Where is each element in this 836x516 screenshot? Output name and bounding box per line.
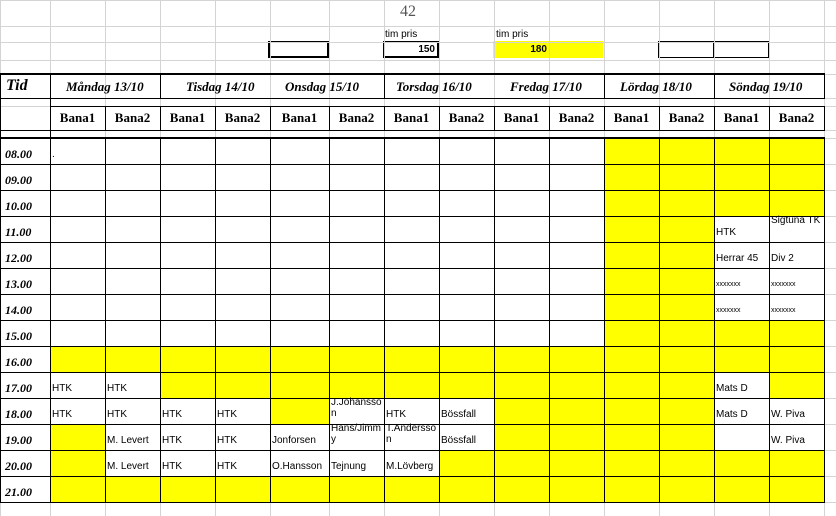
schedule-entry[interactable]: HTK (162, 409, 182, 420)
court-header: Bana2 (448, 110, 485, 125)
highlight-cell[interactable] (494, 398, 549, 424)
highlight-cell[interactable] (604, 450, 659, 476)
schedule-entry[interactable]: HTK (716, 227, 736, 238)
schedule-entry[interactable]: HTK (217, 409, 237, 420)
highlight-cell[interactable] (329, 346, 384, 372)
highlight-cell[interactable] (160, 476, 215, 502)
time-label: 14.00 (5, 303, 32, 317)
highlight-cell[interactable] (549, 346, 604, 372)
highlight-cell[interactable] (769, 190, 824, 216)
highlight-cell[interactable] (659, 138, 714, 164)
border-line (604, 137, 605, 502)
border-line (215, 137, 216, 502)
price-label-2: tim pris (496, 29, 529, 40)
day-header-1: Måndag 13/10 (66, 79, 144, 94)
schedule-entry[interactable]: xxxxxxx (771, 281, 796, 288)
day-header-3: Onsdag 15/10 (285, 79, 360, 94)
time-label: 15.00 (5, 329, 32, 343)
border-line (329, 137, 330, 502)
price-value-2: 180 (530, 44, 547, 55)
border-line (824, 137, 825, 502)
tid-label: Tid (6, 77, 28, 94)
price-value-1: 150 (418, 44, 435, 55)
day-header-5: Fredag 17/10 (510, 79, 582, 94)
highlight-cell[interactable] (659, 346, 714, 372)
schedule-entry[interactable]: Sigtuna TK (771, 215, 821, 226)
border-line (0, 268, 825, 269)
time-label: 18.00 (5, 407, 32, 421)
border-line (824, 106, 825, 130)
court-header: Bana2 (558, 110, 595, 125)
highlight-cell[interactable] (270, 476, 329, 502)
highlight-cell[interactable] (270, 372, 329, 398)
border-line (0, 98, 825, 99)
court-header: Bana2 (778, 110, 815, 125)
highlight-cell[interactable] (105, 476, 160, 502)
schedule-entry[interactable]: xxxxxxx (716, 281, 741, 288)
border-line (0, 294, 825, 295)
highlight-cell[interactable] (384, 346, 439, 372)
highlight-cell[interactable] (769, 372, 824, 398)
highlight-cell[interactable] (549, 450, 604, 476)
border-line (549, 137, 550, 502)
border-line (50, 137, 51, 502)
highlight-cell[interactable] (215, 476, 270, 502)
highlight-cell[interactable] (439, 450, 494, 476)
schedule-entry[interactable]: . (52, 149, 55, 160)
border-line (0, 190, 825, 191)
schedule-entry[interactable]: HTK (217, 461, 237, 472)
highlight-cell[interactable] (714, 320, 769, 346)
border-line (824, 73, 825, 98)
highlight-cell[interactable] (215, 372, 270, 398)
page-number: 42 (400, 3, 416, 20)
schedule-entry[interactable]: O.Hansson (272, 461, 323, 472)
schedule-entry[interactable]: Tejnung (331, 461, 367, 472)
court-header: Bana1 (281, 110, 318, 125)
highlight-cell[interactable] (384, 372, 439, 398)
time-label: 13.00 (5, 277, 32, 291)
highlight-cell[interactable] (714, 164, 769, 190)
court-header: Bana2 (338, 110, 375, 125)
schedule-entry[interactable]: Bössfall (441, 409, 477, 420)
highlight-cell[interactable] (769, 164, 824, 190)
schedule-entry[interactable]: Herrar 45 (716, 253, 759, 264)
highlight-cell[interactable] (659, 398, 714, 424)
schedule-entry[interactable]: HTK (107, 409, 127, 420)
highlight-cell[interactable] (439, 346, 494, 372)
schedule-entry[interactable]: HTK (386, 409, 406, 420)
gridline-h (0, 60, 836, 61)
border-line (0, 242, 825, 243)
court-header: Bana2 (224, 110, 261, 125)
highlight-cell[interactable] (769, 320, 824, 346)
schedule-entry[interactable]: W. Piva (771, 435, 805, 446)
highlight-cell[interactable] (494, 476, 549, 502)
highlight-cell[interactable] (604, 372, 659, 398)
highlight-cell[interactable] (549, 424, 604, 450)
schedule-entry[interactable]: HTK (52, 409, 72, 420)
border-line (0, 450, 825, 451)
time-label: 09.00 (5, 173, 32, 187)
highlight-cell[interactable] (659, 372, 714, 398)
border-line (714, 137, 715, 502)
border-line (0, 73, 1, 502)
court-header: Bana1 (613, 110, 650, 125)
highlight-cell[interactable] (769, 450, 824, 476)
schedule-entry[interactable]: T.Andersson (386, 423, 437, 445)
time-label: 19.00 (5, 433, 32, 447)
border-line (160, 73, 161, 98)
court-header: Bana1 (723, 110, 760, 125)
empty-box-1[interactable] (268, 41, 329, 58)
border-line (0, 502, 825, 503)
day-header-6: Lördag 18/10 (620, 79, 692, 94)
schedule-entry[interactable]: Mats D (716, 409, 748, 420)
highlight-cell[interactable] (549, 372, 604, 398)
day-header-7: Söndag 19/10 (729, 79, 803, 94)
highlight-cell[interactable] (714, 138, 769, 164)
price-label-1: tim pris (385, 29, 418, 40)
highlight-cell[interactable] (659, 164, 714, 190)
highlight-cell[interactable] (439, 476, 494, 502)
highlight-cell[interactable] (604, 424, 659, 450)
highlight-cell[interactable] (105, 346, 160, 372)
highlight-cell[interactable] (494, 450, 549, 476)
highlight-cell[interactable] (270, 346, 329, 372)
border-line (105, 137, 106, 502)
border-line (0, 130, 825, 131)
gridline-h (0, 0, 836, 1)
border-line (0, 73, 825, 75)
border-line (0, 138, 825, 139)
highlight-cell[interactable] (50, 346, 105, 372)
highlight-cell[interactable] (494, 346, 549, 372)
border-line (0, 346, 825, 347)
highlight-cell[interactable] (659, 190, 714, 216)
time-label: 21.00 (5, 485, 32, 499)
schedule-entry[interactable]: HTK (107, 383, 127, 394)
highlight-cell[interactable] (215, 346, 270, 372)
highlight-cell[interactable] (714, 190, 769, 216)
highlight-cell[interactable] (549, 398, 604, 424)
highlight-cell[interactable] (604, 294, 659, 320)
border-line (50, 106, 825, 107)
border-line (0, 476, 825, 477)
highlight-cell[interactable] (604, 190, 659, 216)
highlight-cell[interactable] (50, 450, 105, 476)
time-label: 17.00 (5, 381, 32, 395)
border-line (439, 137, 440, 502)
border-line (0, 164, 825, 165)
border-line (384, 73, 385, 98)
border-line (604, 73, 605, 98)
day-header-4: Torsdag 16/10 (396, 79, 472, 94)
court-header: Bana1 (169, 110, 206, 125)
gridline-h (0, 42, 836, 43)
highlight-cell[interactable] (270, 398, 329, 424)
day-header-2: Tisdag 14/10 (186, 79, 255, 94)
highlight-cell[interactable] (604, 476, 659, 502)
highlight-cell[interactable] (329, 372, 384, 398)
highlight-cell[interactable] (604, 138, 659, 164)
highlight-cell[interactable] (50, 476, 105, 502)
highlight-cell[interactable] (659, 450, 714, 476)
border-line (270, 137, 271, 502)
highlight-cell[interactable] (659, 476, 714, 502)
highlight-cell[interactable] (494, 424, 549, 450)
highlight-cell[interactable] (604, 398, 659, 424)
schedule-entry[interactable]: J.Johansson (331, 397, 382, 419)
schedule-entry[interactable]: Mats D (716, 383, 748, 394)
highlight-cell[interactable] (659, 242, 714, 268)
highlight-cell[interactable] (659, 294, 714, 320)
schedule-entry[interactable]: HTK (162, 435, 182, 446)
highlight-cell[interactable] (769, 476, 824, 502)
time-label: 08.00 (5, 147, 32, 161)
highlight-cell[interactable] (604, 320, 659, 346)
border-line (769, 137, 770, 502)
schedule-entry[interactable]: M.Lövberg (386, 461, 434, 472)
time-label: 16.00 (5, 355, 32, 369)
schedule-entry[interactable]: HTK (52, 383, 72, 394)
highlight-cell[interactable] (659, 268, 714, 294)
schedule-entry[interactable]: Hans/Jimmy (331, 423, 382, 445)
schedule-entry[interactable]: HTK (162, 461, 182, 472)
highlight-cell[interactable] (714, 346, 769, 372)
time-label: 12.00 (5, 251, 32, 265)
gridline-h (0, 26, 836, 27)
highlight-cell[interactable] (50, 424, 105, 450)
court-header: Bana1 (59, 110, 96, 125)
highlight-cell[interactable] (549, 476, 604, 502)
highlight-cell[interactable] (494, 372, 549, 398)
time-label: 10.00 (5, 199, 32, 213)
highlight-cell[interactable] (769, 346, 824, 372)
highlight-cell[interactable] (659, 320, 714, 346)
border-line (0, 320, 825, 321)
highlight-cell[interactable] (604, 164, 659, 190)
highlight-cell[interactable] (384, 476, 439, 502)
schedule-entry[interactable]: xxxxxxx (716, 307, 741, 314)
highlight-cell[interactable] (659, 216, 714, 242)
border-line (714, 73, 715, 98)
court-header: Bana1 (393, 110, 430, 125)
time-label: 11.00 (5, 225, 32, 239)
border-line (0, 216, 825, 217)
highlight-cell[interactable] (329, 476, 384, 502)
highlight-cell[interactable] (439, 372, 494, 398)
court-header: Bana2 (668, 110, 705, 125)
schedule-entry[interactable]: xxxxxxx (771, 307, 796, 314)
highlight-cell[interactable] (714, 450, 769, 476)
schedule-entry[interactable]: W. Piva (771, 409, 805, 420)
empty-box-2[interactable] (658, 41, 714, 58)
schedule-entry[interactable]: HTK (217, 435, 237, 446)
highlight-cell[interactable] (160, 346, 215, 372)
highlight-cell[interactable] (769, 138, 824, 164)
schedule-entry[interactable]: M. Levert (107, 435, 149, 446)
border-line (494, 137, 495, 502)
border-line (384, 137, 385, 502)
highlight-cell[interactable] (604, 216, 659, 242)
court-header: Bana2 (114, 110, 151, 125)
court-header: Bana1 (503, 110, 540, 125)
time-label: 20.00 (5, 459, 32, 473)
border-line (659, 137, 660, 502)
highlight-cell[interactable] (659, 424, 714, 450)
border-line (0, 372, 825, 373)
highlight-cell[interactable] (160, 372, 215, 398)
border-line (160, 137, 161, 502)
empty-box-3[interactable] (713, 41, 769, 58)
schedule-entry[interactable]: Jonforsen (272, 435, 316, 446)
highlight-cell[interactable] (604, 346, 659, 372)
schedule-entry[interactable]: M. Levert (107, 461, 149, 472)
highlight-cell[interactable] (604, 242, 659, 268)
highlight-cell[interactable] (714, 476, 769, 502)
schedule-entry[interactable]: Div 2 (771, 253, 794, 264)
border-line (0, 398, 825, 399)
highlight-cell[interactable] (604, 268, 659, 294)
schedule-entry[interactable]: Bössfall (441, 435, 477, 446)
